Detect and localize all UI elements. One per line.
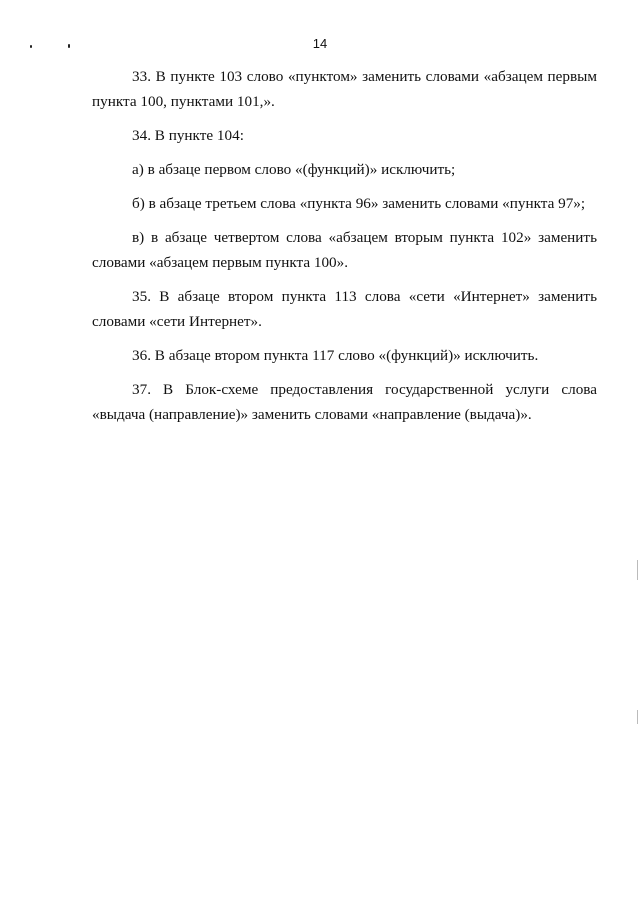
paragraph-36: 36. В абзаце втором пункта 117 слово «(функций)» исключить. [132, 347, 539, 364]
paragraph-34-a: а) в абзаце первом слово «(функций)» исключить; [132, 161, 456, 178]
scan-edge-mark [637, 710, 638, 724]
paragraph-37: 37. В Блок-схеме предоставления государственной услуги слова «выдача (направление)» заменить словами «направление (выдача)». [92, 381, 597, 423]
paragraph-34-v: в) в абзаце четвертом слова «абзацем вторым пункта 102» заменить словами «абзацем первым пункта 100». [92, 229, 597, 271]
paragraph-34-b: б) в абзаце третьем слова «пункта 96» заменить словами «пункта 97»; [132, 195, 586, 212]
scan-edge-mark [637, 560, 638, 580]
page-number: 14 [312, 36, 328, 51]
paragraph-35: 35. В абзаце втором пункта 113 слова «сети «Интернет» заменить словами «сети Интернет». [92, 288, 597, 330]
document-body [92, 64, 597, 436]
paragraph-33: 33. В пункте 103 слово «пунктом» заменить словами «абзацем первым пункта 100, пунктами 101,». [92, 68, 597, 110]
paragraph-34: 34. В пункте 104: [132, 127, 244, 144]
